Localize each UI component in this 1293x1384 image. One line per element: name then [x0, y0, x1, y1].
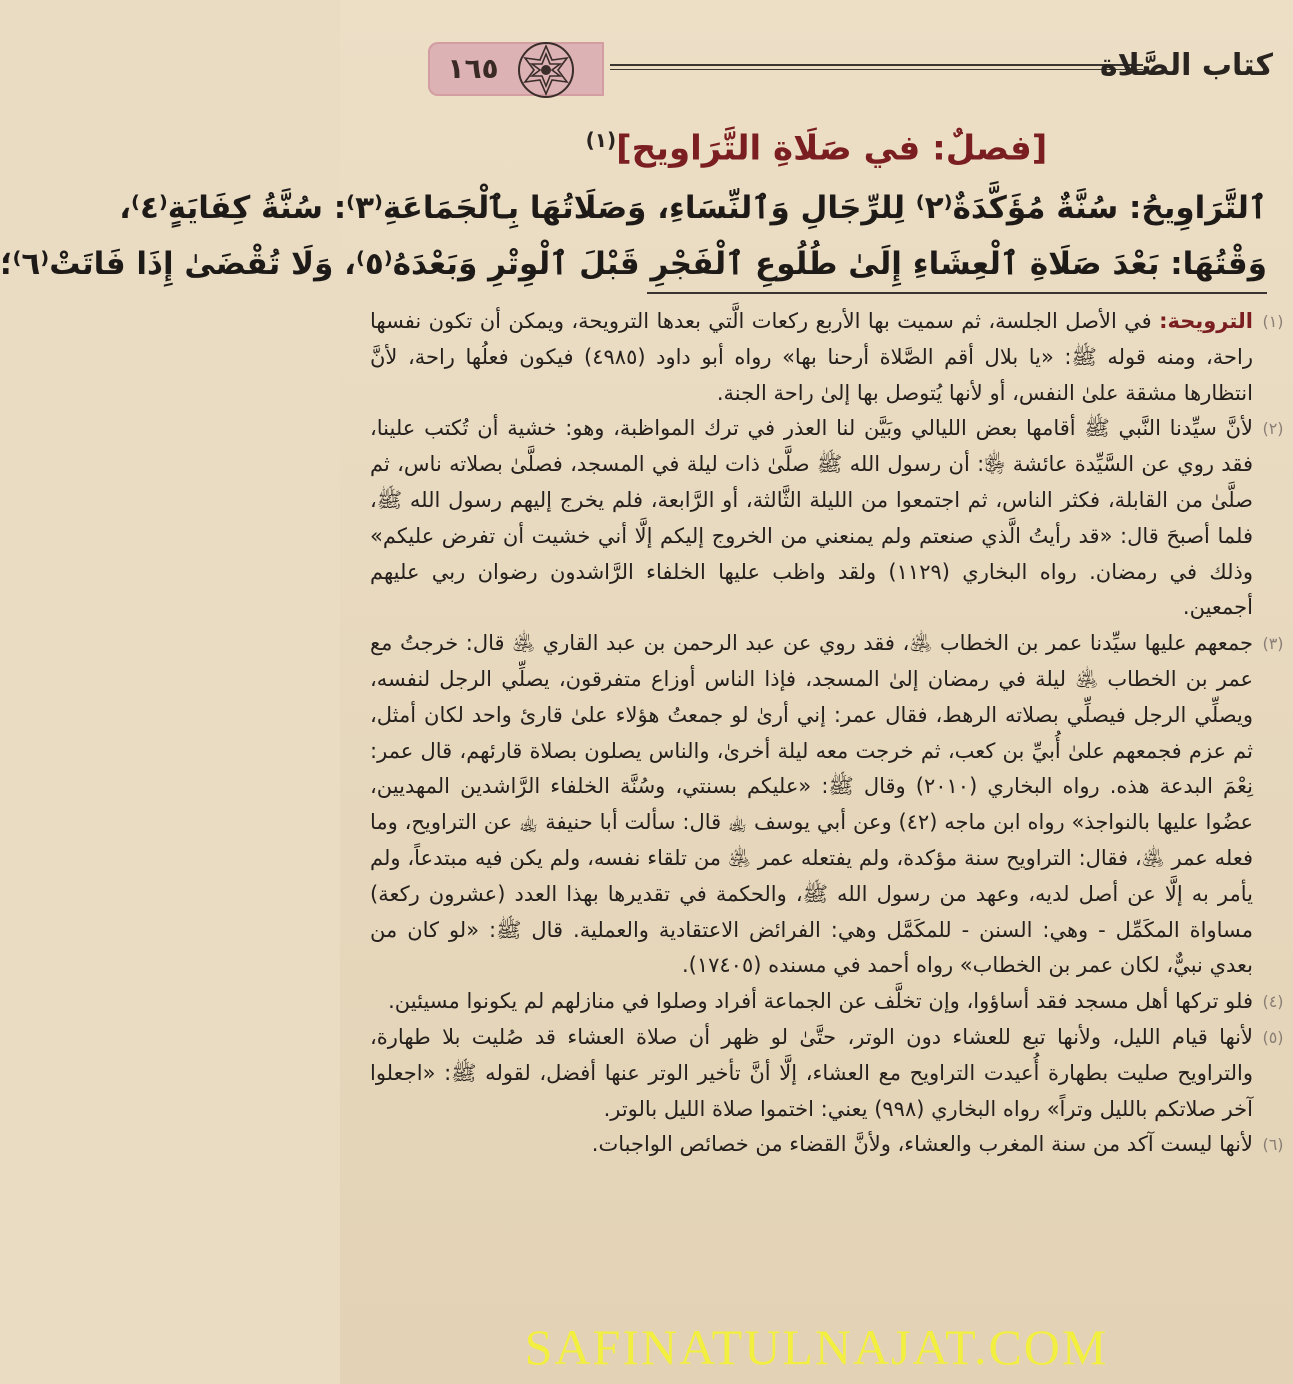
- footnote-body: لأنَّ سيِّدنا النَّبي ﷺ أقامها بعض الليالي وبَيَّن لنا العذر في ترك المواظبة، وهو: خشية أن تُكتب علينا، فقد روي عن السَّيِّدة عائشة ﵂: أن رسول الله ﷺ صلَّىٰ ذات ليلة في المسجد، فصلَّىٰ بصلاته ناس، ثم صلَّىٰ من القابلة، فكثر الناس، ثم اجتمعوا من الليلة الثَّالثة، أو الرَّابعة، فلم يخرج إليهم رسول الله ﷺ، فلما أصبحَ قال: «قد رأيتُ الَّذي صنعتم ولم يمنعني من الخروج إليكم إلَّا أني خشيت أن تفرض عليكم» وذلك في رمضان. رواه البخاري (١١٢٩) ولقد واظب عليها الخلفاء الرَّاشدون رضوان ربي عليهم أجمعين.: [370, 416, 1253, 620]
- footnote-body: لأنها ليست آكد من سنة المغرب والعشاء، ولأنَّ القضاء من خصائص الواجبات.: [591, 1132, 1253, 1157]
- footnote-number: (٣): [1262, 634, 1284, 654]
- footnote-body: فلو تركها أهل مسجد فقد أساؤوا، وإن تخلَّف عن الجماعة أفراد وصلوا في منازلهم لم يكونوا مسيئين.: [388, 989, 1253, 1014]
- footnotes: [370, 304, 1284, 1163]
- footnote: [370, 1127, 1284, 1163]
- main-text: [0, 180, 1267, 292]
- footnote: [370, 1020, 1284, 1127]
- footnote-text: [370, 411, 1253, 626]
- footnote-text: [370, 626, 1253, 984]
- footnote-number: (٤): [1262, 992, 1284, 1012]
- footnote-text: [370, 984, 1253, 1020]
- footnote: [370, 626, 1284, 984]
- footnote: [370, 304, 1284, 411]
- footnote-term: الترويحة:: [1159, 309, 1253, 333]
- footnote-body: لأنها قيام الليل، ولأنها تبع للعشاء دون الوتر، حتَّىٰ لو ظهر أن صلاة العشاء قد صُليت بلا طهارة، والتراويح صليت بطهارة أُعيدت التراويح مع العشاء، إلَّا أنَّ تأخير الوتر عنها أفضل، لقوله ﷺ: «اجعلوا آخر صلاتكم بالليل وتراً» رواه البخاري (٩٩٨) يعني: اختموا صلاة الليل بالوتر.: [370, 1024, 1253, 1121]
- header-double-rule: [610, 64, 1143, 70]
- book-title: كتاب الصَّلاة: [1099, 48, 1273, 83]
- footnote: [370, 411, 1284, 626]
- main-text-line: وَقْتُهَا: بَعْدَ صَلَاةِ ٱلْعِشَاءِ إِلَىٰ طُلُوعِ ٱلْفَجْرِ قَبْلَ ٱلْوِتْرِ وَبَعْدَهُ⁽٥⁾، وَلَا تُقْضَىٰ إِذَا فَاتَتْ⁽٦⁾؛: [0, 246, 1267, 282]
- chapter-title-text: [فصلٌ: في صَلَاةِ التَّرَاويح]: [616, 128, 1048, 169]
- footnote: [370, 984, 1284, 1020]
- footnote-separator: [647, 292, 1267, 294]
- footnote-text: [370, 1020, 1253, 1127]
- footnote-text: [370, 304, 1253, 411]
- page-number: ١٦٥: [447, 52, 499, 85]
- footnote-number: (٦): [1262, 1135, 1284, 1155]
- footnote-number: (٥): [1262, 1027, 1284, 1047]
- footnote-body: في الأصل الجلسة، ثم سميت بها الأربع ركعات الَّتي بعدها الترويحة، ويمكن أن تكون نفسها راحة، ومنه قوله ﷺ: «يا بلال أقم الصَّلاة أرحنا بها» رواه أبو داود (٤٩٨٥) فيكون فعلُها راحة، لأنَّ انتظارها مشقة علىٰ النفس، أو لأنها يُتوصل بها إلىٰ راحة الجنة.: [370, 309, 1253, 405]
- footnote-number: (٢): [1262, 419, 1284, 439]
- chapter-title: [340, 128, 1293, 168]
- page-header: [410, 38, 1283, 98]
- footnote-number: (١): [1262, 312, 1284, 331]
- main-text-line: ٱلتَّرَاوِيحُ: سُنَّةٌ مُؤَكَّدَةٌ⁽٢⁾ لِلرِّجَالِ وَٱلنِّسَاءِ، وَصَلَاتُهَا بِٱلْجَمَاعَةِ⁽٣⁾: سُنَّةُ كِفَايَةٍ⁽٤⁾،: [119, 190, 1267, 226]
- footnote-text: [370, 1127, 1253, 1163]
- chapter-note-ref: (١): [585, 128, 617, 152]
- site-watermark: SAFINATULNAJAT.COM: [524, 1319, 1109, 1375]
- footnote-body: جمعهم عليها سيِّدنا عمر بن الخطاب ﵁، فقد روي عن عبد الرحمن بن عبد القاري ﵁ قال: خرجتُ مع عمر بن الخطاب ﵁ ليلة في رمضان إلىٰ المسجد، فإذا الناس أوزاع متفرقون، يصلِّي الرجل لنفسه، ويصلِّي الرجل فيصلِّي بصلاته الرهط، فقال عمر: إني أرىٰ لو جمعتُ هؤلاء علىٰ قارئ واحد لكان أمثل، ثم عزم فجمعهم علىٰ أُبيِّ بن كعب، ثم خرجت معه ليلة أخرىٰ، والناس يصلون بصلاة قارئهم، قال عمر: نِعْمَ البدعة هذه. رواه البخاري (٢٠١٠) وقال ﷺ: «عليكم بسنتي، وسُنَّة الخلفاء الرَّاشدين المهديين، عضُوا عليها بالنواجذ» رواه ابن ماجه (٤٢) وعن أبي يوسف ﵀ قال: سألت أبا حنيفة ﵀ عن التراويح، وما فعله عمر ﵁، فقال: التراويح سنة مؤكدة، ولم يفتعله عمر ﵁ من تلقاء نفسه، ولم يكن فيه مبتدعاً، ولم يأمر به إلَّا عن أصل لديه، وعهد من رسول الله ﷺ، والحكمة في تقديرها بهذا العدد (عشرون ركعة) مساواة المكَمِّل - وهي: السنن - للمكَمَّل وهي: الفرائض الاعتقادية والعملية. قال ﷺ: «لو كان من بعدي نبيٌّ، لكان عمر بن الخطاب» رواه أحمد في مسنده (١٧٤٠٥).: [370, 631, 1253, 978]
- ornament-rosette-icon: [516, 40, 576, 100]
- page-number-badge: [428, 42, 604, 96]
